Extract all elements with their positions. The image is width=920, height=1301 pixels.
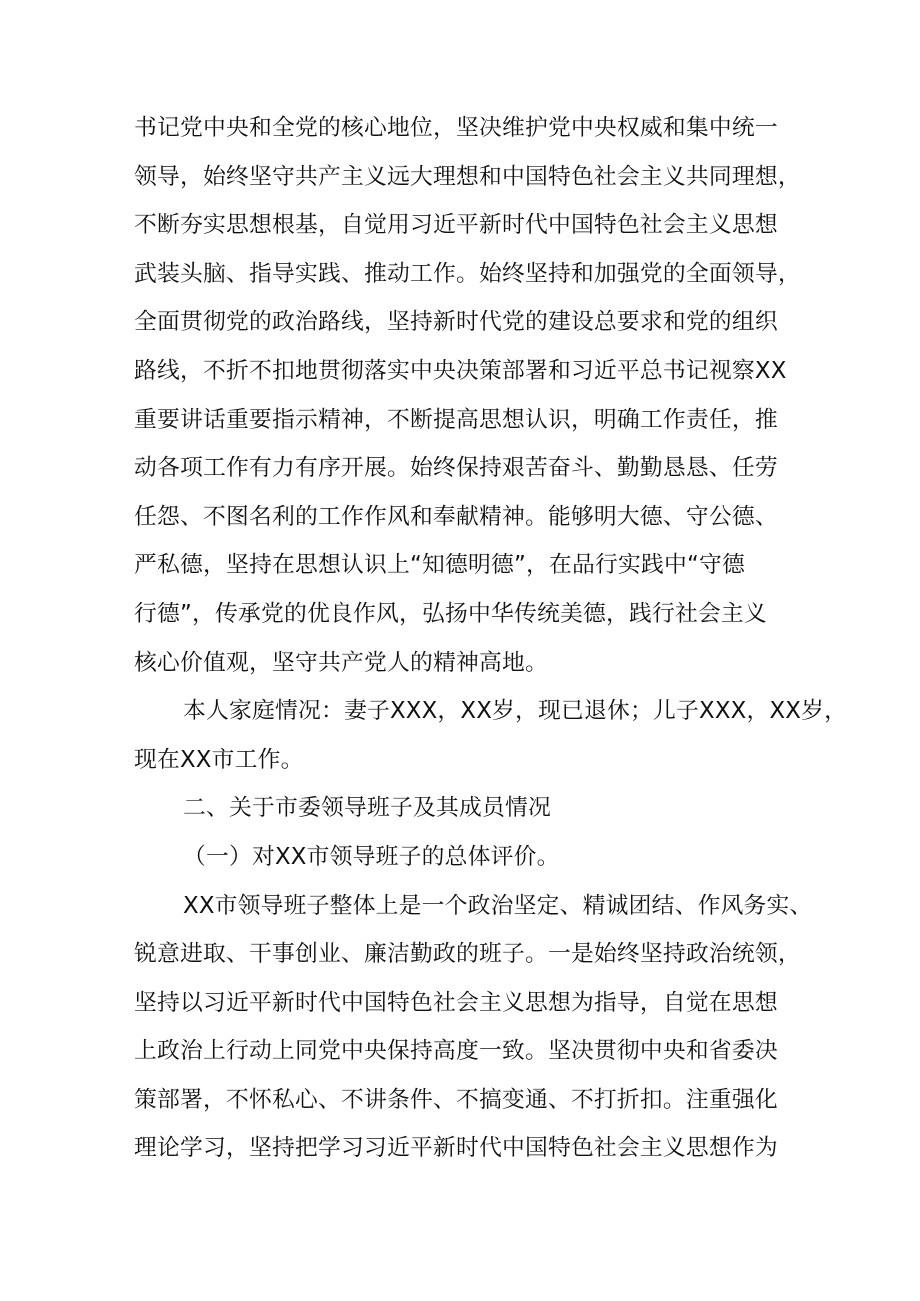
paragraph-1-line-3: 不断夯实思想根基，自觉用习近平新时代中国特色社会主义思想 — [134, 212, 778, 239]
paragraph-2-line-2: 现在XX市工作。 — [134, 746, 304, 773]
subsection-heading-1: （一）对XX市领导班子的总体评价。 — [183, 843, 560, 870]
paragraph-1-line-12: 核心价值观，坚守共产党人的精神高地。 — [134, 649, 548, 676]
paragraph-1-line-2: 领导，始终坚守共产主义远大理想和中国特色社会主义共同理想， — [134, 163, 801, 190]
paragraph-1-line-10: 严私德，坚持在思想认识上“知德明德”，在品行实践中“守德 — [134, 552, 745, 579]
paragraph-3-line-2: 锐意进取、干事创业、廉洁勤政的班子。一是始终坚持政治统领， — [134, 941, 801, 968]
paragraph-1-line-8: 动各项工作有力有序开展。始终保持艰苦奋斗、勤勤恳恳、任劳 — [134, 455, 778, 482]
paragraph-1-line-5: 全面贯彻党的政治路线，坚持新时代党的建设总要求和党的组织 — [134, 309, 778, 336]
paragraph-3-line-5: 策部署，不怀私心、不讲条件、不搞变通、不打折扣。注重强化 — [134, 1086, 778, 1113]
paragraph-1-line-9: 任怨、不图名利的工作作风和奉献精神。能够明大德、守公德、 — [134, 503, 778, 530]
paragraph-3-line-1: XX市领导班子整体上是一个政治坚定、精诚团结、作风务实、 — [183, 892, 813, 919]
paragraph-3-line-3: 坚持以习近平新时代中国特色社会主义思想为指导，自觉在思想 — [134, 989, 778, 1016]
paragraph-1-line-11: 行德”，传承党的优良作风，弘扬中华传统美德，践行社会主义 — [134, 600, 767, 627]
document-body — [134, 104, 848, 1173]
paragraph-1-line-4: 武装头脑、指导实践、推动工作。始终坚持和加强党的全面领导， — [134, 260, 801, 287]
paragraph-3-line-6: 理论学习，坚持把学习习近平新时代中国特色社会主义思想作为 — [134, 1135, 778, 1162]
paragraph-1-line-1: 书记党中央和全党的核心地位，坚决维护党中央权威和集中统一 — [134, 115, 778, 141]
paragraph-3-line-4: 上政治上行动上同党中央保持高度一致。坚决贯彻中央和省委决 — [134, 1038, 778, 1065]
paragraph-1-line-6: 路线，不折不扣地贯彻落实中央决策部署和习近平总书记视察XX — [134, 357, 787, 384]
paragraph-1-line-7: 重要讲话重要指示精神，不断提高思想认识，明确工作责任，推 — [134, 406, 778, 433]
paragraph-2-line-1: 本人家庭情况：妻子XXX，XX岁，现已退休；儿子XXX，XX岁， — [183, 698, 848, 725]
section-heading-2: 二、关于市委领导班子及其成员情况 — [183, 795, 551, 822]
